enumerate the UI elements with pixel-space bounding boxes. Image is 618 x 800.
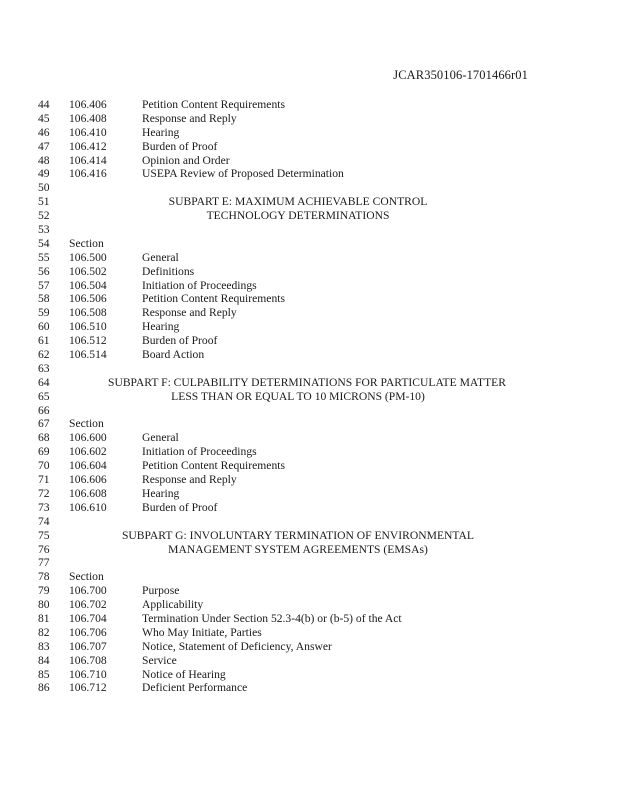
section-title: Notice, Statement of Deficiency, Answer — [142, 639, 332, 653]
numbered-line — [38, 404, 558, 418]
section-number: 106.504 — [69, 278, 107, 292]
section-title: Hearing — [142, 320, 180, 334]
section-number: 106.704 — [69, 611, 107, 625]
section-title: Who May Initiate, Parties — [142, 625, 262, 639]
section-number: 106.600 — [69, 431, 107, 445]
toc-entry — [38, 459, 558, 473]
section-title: General — [142, 250, 179, 264]
section-number: 106.512 — [69, 334, 107, 348]
section-title: Initiation of Proceedings — [142, 445, 257, 459]
toc-entry — [38, 612, 558, 626]
section-number: 106.712 — [69, 681, 107, 695]
line-number: 68 — [38, 431, 50, 445]
toc-entry — [38, 126, 558, 140]
subpart-heading: SUBPART G: INVOLUNTARY TERMINATION OF ENVIRONMENTAL — [121, 528, 475, 542]
numbered-line — [38, 362, 558, 376]
toc-entry — [38, 292, 558, 306]
toc-entry — [38, 501, 558, 515]
section-number: 106.606 — [69, 473, 107, 487]
document-code: JCAR350106-1701466r01 — [393, 68, 528, 82]
line-number: 64 — [38, 375, 50, 389]
section-title: Petition Content Requirements — [142, 98, 285, 111]
toc-entry — [38, 265, 558, 279]
line-number: 52 — [38, 209, 50, 223]
numbered-line — [38, 556, 558, 570]
toc-entry — [38, 167, 558, 181]
line-number: 85 — [38, 667, 50, 681]
line-number: 54 — [38, 236, 50, 250]
section-number: 106.506 — [69, 292, 107, 306]
toc-entry — [38, 154, 558, 168]
section-number: 106.508 — [69, 306, 107, 320]
section-title: Response and Reply — [142, 473, 237, 487]
toc-entry — [38, 320, 558, 334]
line-number: 45 — [38, 111, 50, 125]
toc-entry — [38, 626, 558, 640]
toc-entry — [38, 584, 558, 598]
toc-entry — [38, 306, 558, 320]
line-number: 78 — [38, 570, 50, 584]
section-title: USEPA Review of Proposed Determination — [142, 167, 344, 181]
line-number: 82 — [38, 625, 50, 639]
numbered-line — [38, 570, 558, 584]
section-number: 106.412 — [69, 139, 107, 153]
section-number: 106.510 — [69, 320, 107, 334]
line-number: 75 — [38, 528, 50, 542]
section-number: 106.406 — [69, 98, 107, 111]
subpart-heading: SUBPART E: MAXIMUM ACHIEVABLE CONTROL — [168, 195, 428, 209]
line-number: 60 — [38, 320, 50, 334]
subpart-heading-line — [38, 209, 558, 223]
line-number: 86 — [38, 681, 50, 695]
section-title: Definitions — [142, 264, 195, 278]
subpart-heading-line — [38, 195, 558, 209]
toc-entry — [38, 279, 558, 293]
section-title: Response and Reply — [142, 306, 237, 320]
line-number: 71 — [38, 473, 50, 487]
section-number: 106.410 — [69, 125, 107, 139]
section-title: Petition Content Requirements — [142, 459, 285, 473]
subpart-heading: SUBPART F: CULPABILITY DETERMINATIONS FOR PARTICULATE MATTER — [108, 375, 506, 389]
section-number: 106.414 — [69, 153, 107, 167]
toc-entry — [38, 487, 558, 501]
section-column-label: Section — [69, 417, 104, 431]
section-title: Initiation of Proceedings — [142, 278, 257, 292]
line-number: 70 — [38, 459, 50, 473]
subpart-heading: MANAGEMENT SYSTEM AGREEMENTS (EMSAs) — [168, 542, 428, 556]
section-number: 106.416 — [69, 167, 107, 181]
line-number: 66 — [38, 403, 50, 417]
section-column-label: Section — [69, 570, 104, 584]
line-number: 53 — [38, 223, 50, 237]
section-title: General — [142, 431, 179, 445]
line-number: 63 — [38, 361, 50, 375]
section-title: Termination Under Section 52.3-4(b) or (b-5) of the Act — [142, 611, 402, 625]
section-title: Notice of Hearing — [142, 667, 226, 681]
line-number: 84 — [38, 653, 50, 667]
section-number: 106.500 — [69, 250, 107, 264]
toc-entry — [38, 598, 558, 612]
section-title: Board Action — [142, 348, 205, 362]
toc-entry — [38, 112, 558, 126]
line-number: 81 — [38, 611, 50, 625]
section-title: Burden of Proof — [142, 334, 218, 348]
line-number: 69 — [38, 445, 50, 459]
toc-entry — [38, 640, 558, 654]
numbered-line — [38, 223, 558, 237]
line-number: 72 — [38, 486, 50, 500]
subpart-heading: LESS THAN OR EQUAL TO 10 MICRONS (PM-10) — [171, 389, 425, 403]
line-number: 65 — [38, 389, 50, 403]
numbered-line — [38, 237, 558, 251]
section-number: 106.707 — [69, 639, 107, 653]
toc-entry — [38, 681, 558, 695]
section-title: Burden of Proof — [142, 139, 218, 153]
section-title: Deficient Performance — [142, 681, 248, 695]
toc-entry — [38, 654, 558, 668]
toc-entry — [38, 140, 558, 154]
section-title: Applicability — [142, 598, 204, 612]
section-number: 106.706 — [69, 625, 107, 639]
line-number: 73 — [38, 500, 50, 514]
section-title: Burden of Proof — [142, 500, 218, 514]
toc-entry — [38, 473, 558, 487]
section-number: 106.604 — [69, 459, 107, 473]
line-number: 48 — [38, 153, 50, 167]
line-number: 67 — [38, 417, 50, 431]
section-number: 106.408 — [69, 111, 107, 125]
toc-entry — [38, 98, 558, 112]
subpart-heading: TECHNOLOGY DETERMINATIONS — [206, 209, 390, 223]
line-number: 47 — [38, 139, 50, 153]
line-number: 62 — [38, 348, 50, 362]
toc-entry — [38, 668, 558, 682]
line-number: 49 — [38, 167, 50, 181]
line-number: 57 — [38, 278, 50, 292]
section-title: Response and Reply — [142, 111, 237, 125]
section-number: 106.610 — [69, 500, 107, 514]
section-number: 106.514 — [69, 348, 107, 362]
section-title: Service — [142, 653, 177, 667]
section-title: Petition Content Requirements — [142, 292, 285, 306]
numbered-line — [38, 515, 558, 529]
numbered-line — [38, 417, 558, 431]
line-number: 74 — [38, 514, 50, 528]
section-title: Purpose — [142, 584, 180, 598]
section-title: Opinion and Order — [142, 153, 230, 167]
subpart-heading-line — [38, 390, 558, 404]
line-number: 76 — [38, 542, 50, 556]
subpart-heading-line — [38, 543, 558, 557]
line-number: 51 — [38, 195, 50, 209]
section-number: 106.710 — [69, 667, 107, 681]
toc-entry — [38, 334, 558, 348]
section-number: 106.608 — [69, 486, 107, 500]
subpart-heading-line — [38, 529, 558, 543]
section-column-label: Section — [69, 236, 104, 250]
line-number: 59 — [38, 306, 50, 320]
line-number: 80 — [38, 598, 50, 612]
section-number: 106.602 — [69, 445, 107, 459]
line-number: 58 — [38, 292, 50, 306]
line-number: 56 — [38, 264, 50, 278]
section-number: 106.702 — [69, 598, 107, 612]
section-number: 106.502 — [69, 264, 107, 278]
line-number: 50 — [38, 181, 50, 195]
section-number: 106.708 — [69, 653, 107, 667]
line-number: 83 — [38, 639, 50, 653]
line-number: 44 — [38, 98, 50, 111]
toc-entry — [38, 431, 558, 445]
table-of-contents — [38, 98, 558, 695]
line-number: 55 — [38, 250, 50, 264]
line-number: 61 — [38, 334, 50, 348]
toc-entry — [38, 348, 558, 362]
line-number: 79 — [38, 584, 50, 598]
numbered-line — [38, 181, 558, 195]
subpart-heading-line — [38, 376, 558, 390]
toc-entry — [38, 251, 558, 265]
section-title: Hearing — [142, 486, 180, 500]
line-number: 77 — [38, 556, 50, 570]
line-number: 46 — [38, 125, 50, 139]
toc-entry — [38, 445, 558, 459]
section-title: Hearing — [142, 125, 180, 139]
section-number: 106.700 — [69, 584, 107, 598]
